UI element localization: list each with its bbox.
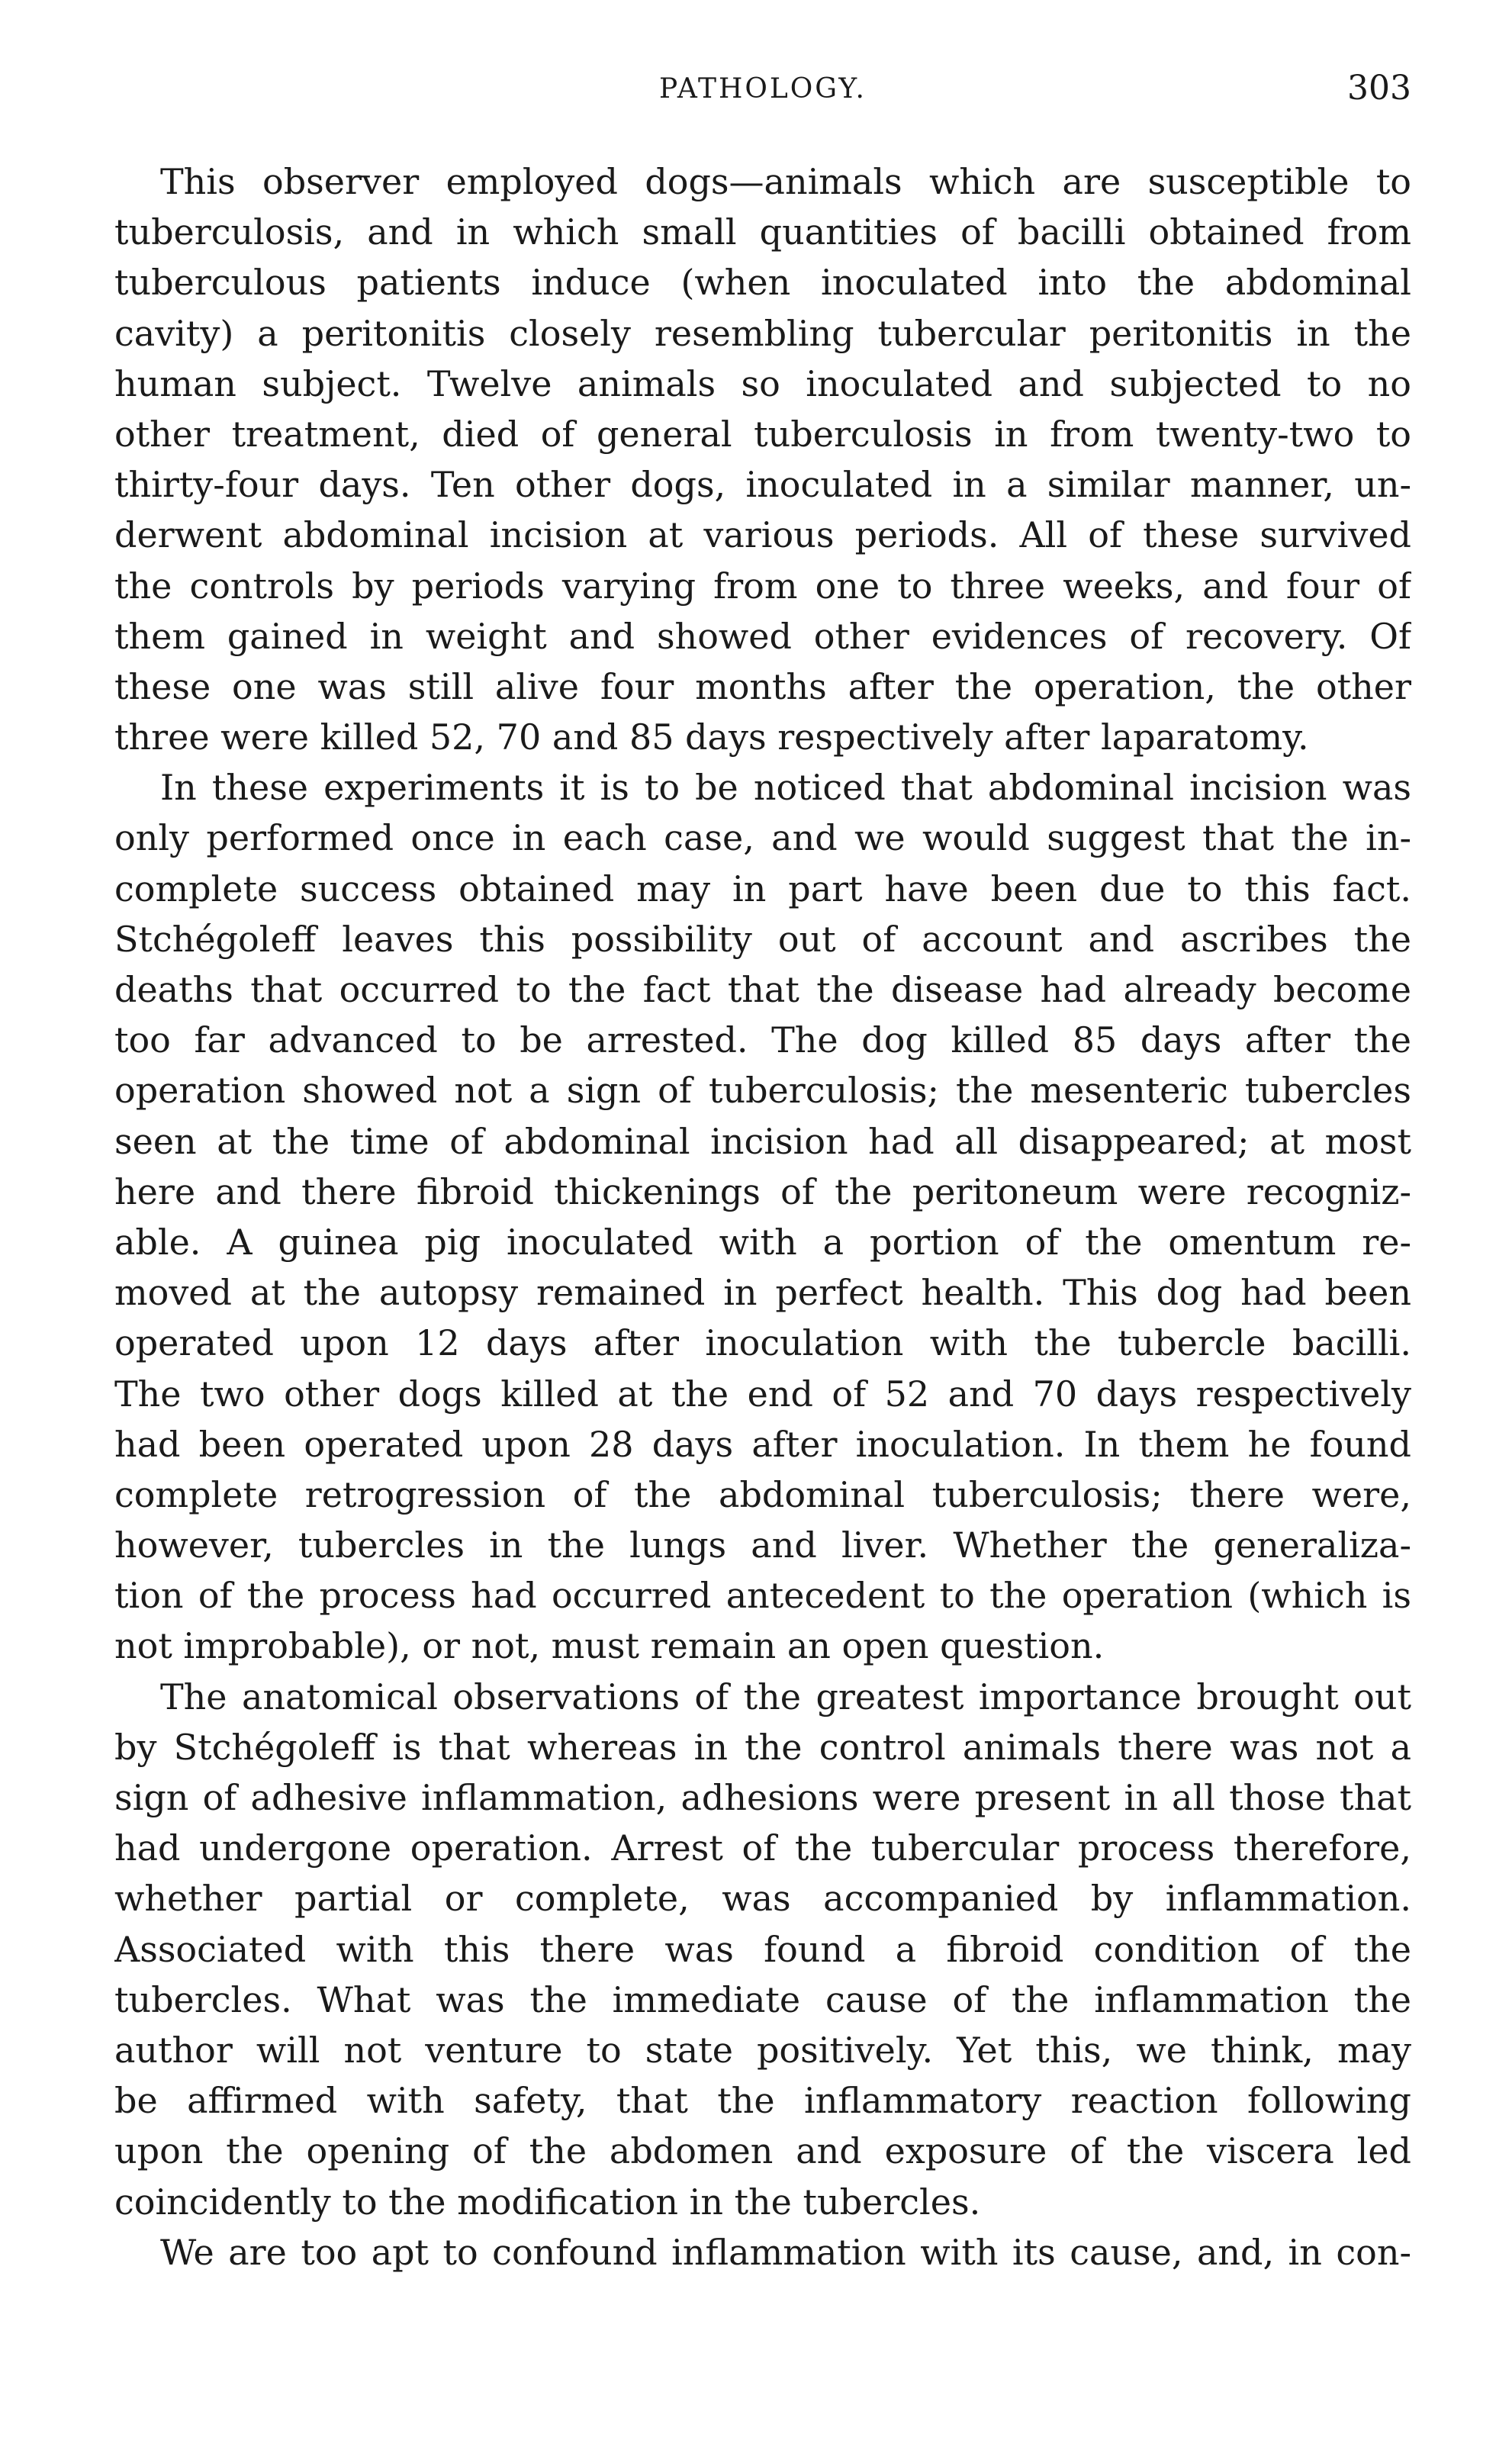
running-head: [114, 69, 1411, 119]
text-line: three were killed 52, 70 and 85 days respectively after laparatomy.: [114, 716, 1309, 758]
text-line: seen at the time of abdominal incision had all disappeared; at most: [114, 1120, 1411, 1162]
text-line: too far advanced to be arrested. The dog killed 85 days after the: [114, 1019, 1411, 1061]
text-line: whether partial or complete, was accompanied by inflammation.: [114, 1878, 1411, 1920]
page-number: 303: [1347, 69, 1411, 108]
text-line: We are too apt to confound inflammation with its cause, and, in con-: [160, 2231, 1411, 2273]
text-line: the controls by periods varying from one to three weeks, and four of: [114, 565, 1411, 607]
text-line: upon the opening of the abdomen and exposure of the viscera led: [114, 2130, 1411, 2172]
text-line: Stchégoleff leaves this possibility out of account and ascribes the: [114, 918, 1411, 960]
text-line: author will not venture to state positively. Yet this, we think, may: [114, 2029, 1411, 2071]
text-line: derwent abdominal incision at various periods. All of these survived: [114, 514, 1411, 556]
text-line: In these experiments it is to be noticed that abdominal incision was: [160, 767, 1411, 809]
text-line: coincidently to the modification in the tubercles.: [114, 2181, 981, 2223]
text-line: other treatment, died of general tuberculosis in from twenty-two to: [114, 413, 1411, 455]
text-line: The anatomical observations of the greatest importance brought out: [160, 1676, 1411, 1717]
text-line: Associated with this there was found a fibroid condition of the: [114, 1928, 1411, 1970]
text-line: moved at the autopsy remained in perfect health. This dog had been: [114, 1272, 1411, 1314]
text-line: operation showed not a sign of tuberculosis; the mesenteric tubercles: [114, 1070, 1411, 1112]
text-line: cavity) a peritonitis closely resembling tubercular peritonitis in the: [114, 312, 1411, 354]
text-line: them gained in weight and showed other evidences of recovery. Of: [114, 615, 1411, 657]
text-line: had undergone operation. Arrest of the tubercular process therefore,: [114, 1827, 1411, 1869]
text-line: here and there fibroid thickenings of the peritoneum were recogniz-: [114, 1170, 1411, 1212]
text-line: deaths that occurred to the fact that the disease had already become: [114, 969, 1411, 1010]
text-line: these one was still alive four months after the operation, the other: [114, 665, 1411, 707]
text-line: not improbable), or not, must remain an open question.: [114, 1625, 1105, 1667]
text-line: able. A guinea pig inoculated with a portion of the omentum re-: [114, 1221, 1411, 1263]
running-title: PATHOLOGY.: [659, 73, 867, 105]
text-line: This observer employed dogs—animals which are susceptible to: [160, 161, 1411, 202]
text-line: sign of adhesive inflammation, adhesions were present in all those that: [114, 1777, 1411, 1818]
text-line: tubercles. What was the immediate cause of the inflammation the: [114, 1978, 1411, 2020]
text-line: The two other dogs killed at the end of 52 and 70 days respectively: [114, 1373, 1411, 1415]
text-line: tion of the process had occurred antecedent to the operation (which is: [114, 1575, 1411, 1617]
text-line: however, tubercles in the lungs and liver. Whether the generaliza-: [114, 1524, 1411, 1566]
text-line: human subject. Twelve animals so inoculated and subjected to no: [114, 362, 1411, 404]
text-line: thirty-four days. Ten other dogs, inoculated in a similar manner, un-: [114, 464, 1411, 506]
text-line: had been operated upon 28 days after inoculation. In them he found: [114, 1423, 1411, 1465]
text-line: by Stchégoleff is that whereas in the control animals there was not a: [114, 1726, 1411, 1768]
text-line: complete retrogression of the abdominal tuberculosis; there were,: [114, 1473, 1411, 1515]
text-line: tuberculosis, and in which small quantities of bacilli obtained from: [114, 211, 1411, 253]
text-line: operated upon 12 days after inoculation with the tubercle bacilli.: [114, 1322, 1411, 1364]
text-line: only performed once in each case, and we would suggest that the in-: [114, 817, 1411, 859]
body-text: [114, 156, 1411, 2278]
text-line: tuberculous patients induce (when inoculated into the abdominal: [114, 262, 1411, 304]
text-line: complete success obtained may in part have been due to this fact.: [114, 868, 1411, 909]
text-line: be affirmed with safety, that the inflammatory reaction following: [114, 2080, 1411, 2122]
